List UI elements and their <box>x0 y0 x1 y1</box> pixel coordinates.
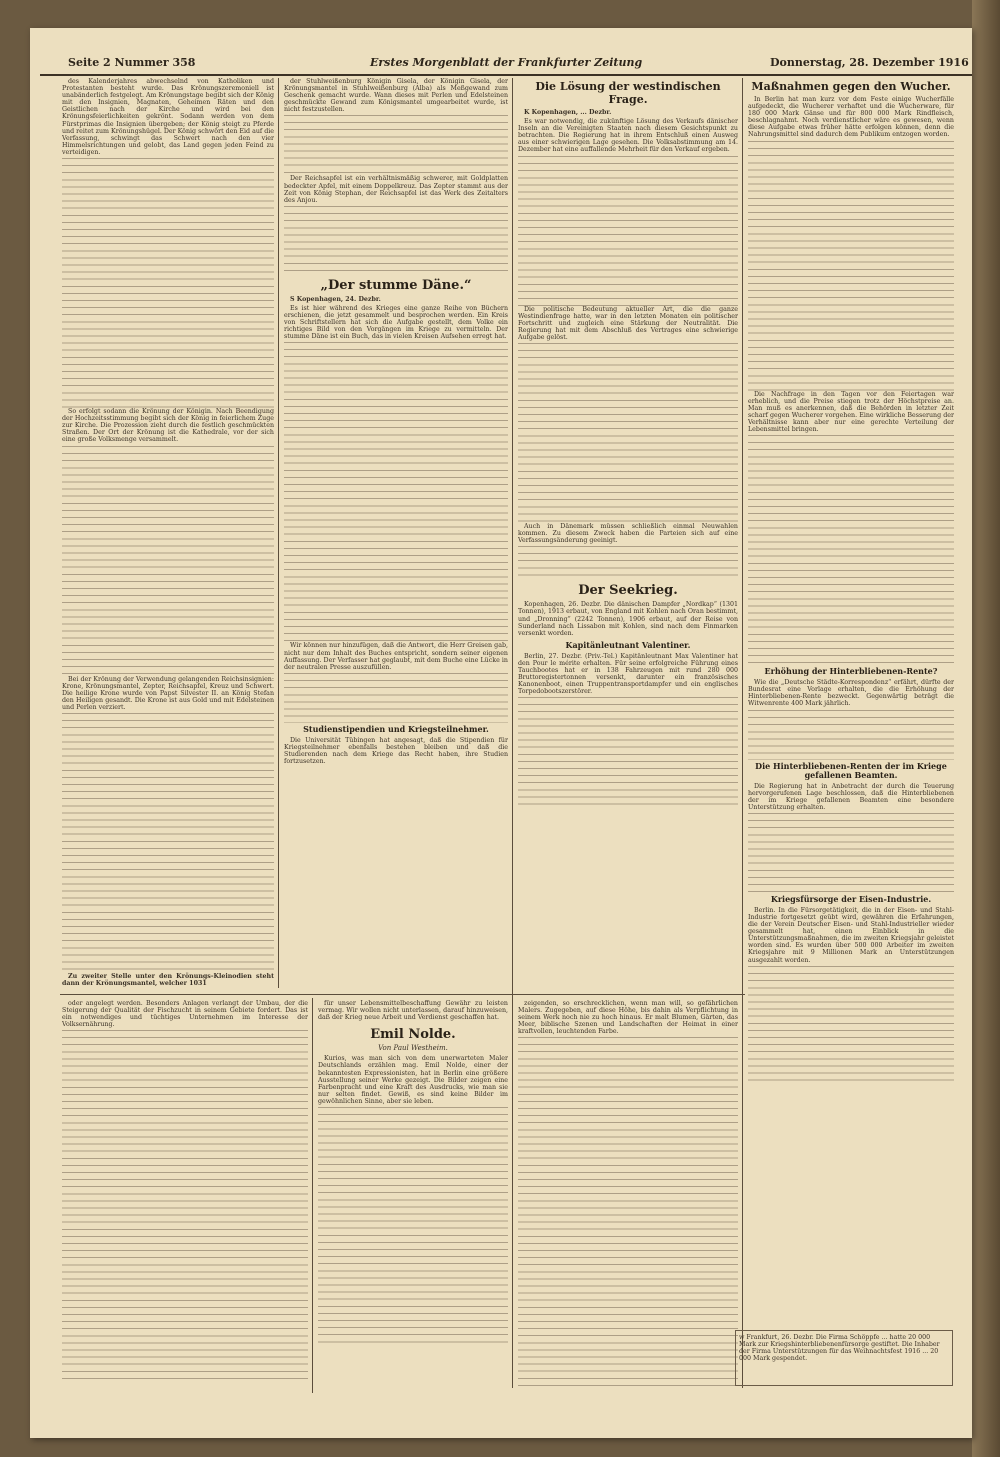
text-lines <box>284 342 508 642</box>
column-4 <box>748 78 954 1326</box>
headline-westindische-frage: Die Lösung der westindischen Frage. <box>535 80 721 106</box>
headline-seekrieg: Der Seekrieg. <box>578 583 678 599</box>
article-text: So erfolgt sodann die Krönung der Königin. Nach Beendigung der Hochzeitsstimmung begibt sich der König in feierlichem Zuge zur Kirche. Die Prozession zieht durch die festlich geschmückten Straßen. Der Ort der Krönung ist die Kathedrale, vor der sich eine große Volksmenge versammelt. <box>62 408 274 444</box>
notice-text: w Frankfurt, 26. Dezbr. Die Firma Schöppfe ... hatte 20 000 Mark zur Kriegshinterbliebenenfürsorge gestiftet. Die Inhaber der Firma Unterstützungen für das Weihnachtsfest 1916 ... 20 000 Mark gespendet. <box>739 1334 940 1363</box>
article-text: des Kalenderjahres abwechselnd von Katholiken und Protestanten besteht wurde. Das Krönungszeremoniell ist unabänderlich festgelegt. Am Krönungstage begibt sich der König mit den Insignien, Magnaten, Geheimen Räten und den Geistlichen nach der Kirche und wird bei den Krönungsfeierlichkeiten gekrönt. Sodann werden von dem Fürstprimas die Insignien übergeben; der König steigt zu Pferde und reitet zum Krönungshügel. Der König schwört den Eid auf die Verfassung, schwingt das Schwert nach den vier Himmelsrichtungen und gelobt, das Land gegen jeden Feind zu verteidigen. <box>62 78 274 156</box>
article-text: zeigenden, so erschrecklichen, wenn man will, so gefährlichen Malers. Zugegeben, auf diese Höhe, bis dahin als Verpflichtung in seinem Werk noch nie zu hoch hinaus. Er malt Blumen, Gärten, das Meer, biblische Szenen und Landschaften der Heimat in einer kraftvollen, leuchtenden Farbe. <box>518 1000 738 1036</box>
text-lines <box>284 673 508 723</box>
section-divider <box>60 994 745 995</box>
subhead-valentiner: Kapitänleutnant Valentiner. <box>565 639 691 650</box>
subhead-hinterbliebenen-rente: Erhöhung der Hinterbliebenen-Rente? <box>764 666 938 677</box>
byline: Von Paul Westheim. <box>378 1044 448 1053</box>
column-rule <box>512 78 513 1388</box>
dateline: S Kopenhagen, 24. Dezbr. <box>290 295 381 303</box>
text-lines <box>518 697 738 807</box>
text-lines <box>748 141 954 391</box>
text-lines <box>748 435 954 665</box>
text-lines <box>62 446 274 676</box>
text-lines <box>518 343 738 523</box>
article-text: Berlin. In die Fürsorgetätigkeit, die in der Eisen- und Stahl-Industrie fortgesetzt geübt wird, gewähren die Erfahrungen, die der Verein Deutscher Eisen- und Stahl-Industrieller wieder gesammelt hat, einen Einblick in die Unterstützungsmaßnahmen, die im zweiten Kriegsjahr geleistet worden sind. Es wurden über 500 000 Arbeiter im zweiten Kriegsjahre mit 9 Millionen Mark an Unterstützungen ausgezahlt worden. <box>748 906 954 964</box>
column-3-bottom <box>518 1000 738 1388</box>
article-text: der Stuhlweißenburg Königin Gisela, der Königin Gisela, der Krönungsmantel in Stuhlweißenburg (Alba) als Meßgewand zum Geschenk gemacht wurde. Wann dieses mit Perlen und Edelsteinen geschmückte Gewand zum Königsmantel umgearbeitet wurde, ist nicht festzustellen. <box>284 78 508 114</box>
article-text: Die politische Bedeutung aktueller Art, die die ganze Westindienfrage hatte, war in den letzten Monaten ein politischer Fortschritt und zugleich eine Stärkung der Neutralität. Die Regierung hat mit dem Abschluß des Vertrages eine schwierige Aufgabe gelöst. <box>518 305 738 341</box>
article-text: Die Nachfrage in den Tagen vor den Feiertagen war erheblich, und die Preise stiegen trotz der Höchstpreise an. Man muß es anerkennen, daß die Behörden in letzter Zeit scharf gegen Wucherer vorgehen. Eine wirkliche Besserung der Verhältnisse kann aber nur eine gerechte Verteilung der Lebensmittel bringen. <box>748 390 954 434</box>
text-lines <box>748 966 954 1086</box>
headline-emil-nolde: Emil Nolde. <box>370 1027 456 1043</box>
column-1-bottom <box>62 1000 308 1388</box>
text-lines <box>284 115 508 175</box>
article-text: Die Universität Tübingen hat angesagt, daß die Stipendien für Kriegsteilnehmer ebenfalls bestehen bleiben und daß die Studierenden nach dem Kriege das Recht haben, ihre Studien fortzusetzen. <box>284 736 508 766</box>
column-rule <box>278 78 279 988</box>
subhead-studienstipendien: Studienstipendien und Kriegsteilnehmer. <box>303 723 489 734</box>
page-number: Seite 2 Nummer 358 <box>68 56 196 69</box>
headline-wucher: Maßnahmen gegen den Wucher. <box>751 80 951 93</box>
text-lines <box>284 206 508 276</box>
article-text: In Berlin hat man kurz vor dem Feste einige Wucherfälle aufgedeckt, die Wucherer verhaftet und die Wucherware, für 180 000 Mark Gänse und für 800 000 Mark Rindfleisch, beschlagnahmt. Noch verdienstlicher wäre es gewesen, wenn diese Aufgabe etwas früher hätte erfolgen können, denn die Nahrungsmittel sind dadurch dem Publikum entzogen worden. <box>748 96 954 139</box>
column-3 <box>518 78 738 990</box>
article-text: Bei der Krönung der Verwendung gelangenden Reichsinsignien: Krone, Krönungsmantel, Zepter, Reichsapfel, Kreuz und Schwert. Die heilige Krone wurde von Papst Silvester II. an König Stefan den Heiligen gesandt. Die Krone ist aus Gold und mit Edelsteinen und Perlen verziert. <box>62 675 274 711</box>
text-lines <box>62 1030 308 1385</box>
article-text: Es ist hier während des Krieges eine ganze Reihe von Büchern erschienen, die jetzt gesammelt und besprochen werden. Ein Kreis von Schriftstellern hat sich die Aufgabe gestellt, dem Volke ein richtiges Bild von den Vorgängen im Kriege zu vermitteln. Der stumme Däne ist ein Buch, das in vielen Kreisen Aufsehen erregt hat. <box>284 304 508 341</box>
article-text: oder angelegt werden. Besonders Anlagen verlangt der Umbau, der die Steigerung der Qualität der Fischzucht in seinem Gebiete fordert. Das ist ein notwendiges und tüchtiges Unternehmen im Interesse der Volksernährung. <box>62 1000 308 1029</box>
text-lines <box>62 713 274 973</box>
article-text: Der Reichsapfel ist ein verhältnismäßig schwerer, mit Goldplatten bedeckter Apfel, mit einem Doppelkreuz. Das Zepter stammt aus der Zeit von König Stephan, der Reichsapfel ist das Werk des Zeitalters des Anjou. <box>284 175 508 204</box>
article-text: für unser Lebensmittelbeschaffung Gewähr zu leisten vermag. Wir wollen nicht unterlassen, darauf hinzuweisen, daß der Krieg neue Arbeit und Verdienst geschaffen hat. <box>318 1000 508 1022</box>
text-lines <box>748 813 954 893</box>
book-spine <box>972 0 1000 1457</box>
column-rule <box>312 998 313 1393</box>
text-lines <box>518 156 738 306</box>
text-lines <box>748 710 954 760</box>
article-text: Wir können nur hinzufügen, daß die Antwort, die Herr Greisen gab, nicht nur dem Inhalt des Buches entspricht, sondern seiner eigenen Auffassung. Der Verfasser hat geglaubt, mit dem Buche eine Lücke in der neutralen Presse auszufüllen. <box>284 642 508 671</box>
subhead-gefallene-beamte: Die Hinterbliebenen-Renten der im Kriege gefallenen Beamten. <box>755 760 947 780</box>
paper-title: Erstes Morgenblatt der Frankfurter Zeitung <box>370 56 643 69</box>
article-text: Die Regierung hat in Anbetracht der durch die Teuerung hervorgerufenen Lage beschlossen, daß die Hinterbliebenen der im Kriege gefallenen Beamten eine besondere Unterstützung erhalten. <box>748 782 954 811</box>
article-text: Berlin, 27. Dezbr. (Priv.-Tel.) Kapitänleutnant Max Valentiner hat den Pour le mérite erhalten. Für seine erfolgreiche Führung eines Tauchbootes hat er in 138 Fahrzeugen mit rund 280 000 Bruttoregistertonnen versenkt, darunter ein französisches Kanonenboot, einen Truppentransportdampfer und ein englisches Torpedobootszerstörer. <box>518 652 738 696</box>
text-lines <box>518 1037 738 1388</box>
column-1 <box>62 78 274 990</box>
headline-stumme-daene: „Der stumme Däne.“ <box>320 277 472 293</box>
text-lines <box>62 158 274 408</box>
text-lines <box>318 1107 508 1347</box>
article-text: Auch in Dänemark müssen schließlich einmal Neuwahlen kommen. Zu diesem Zweck haben die Parteien sich auf eine Verfassungsänderung geeinigt. <box>518 523 738 545</box>
article-text: Kopenhagen, 26. Dezbr. Die dänischen Dampfer „Nordkap“ (1301 Tonnen), 1913 erbaut, von England mit Kohlen nach Oran bestimmt, und „Dronning“ (2242 Tonnen), 1906 erbaut, auf der Reise von Sunderland nach Lissabon mit Kohlen, sind nach dem Finmarken versenkt worden. <box>518 601 738 637</box>
article-text: Wie die „Deutsche Städte-Korrespondenz“ erfährt, dürfte der Bundesrat eine Vorlage erhalten, die die Erhöhung der Hinterbliebenen-Rente bezweckt. Gegenwärtig beträgt die Witwenrente 400 Mark jährlich. <box>748 679 954 708</box>
column-2-bottom <box>318 1000 508 1388</box>
subhead-eisen-industrie: Kriegsfürsorge der Eisen-Industrie. <box>770 893 932 904</box>
masthead <box>40 52 972 76</box>
stamped-notice <box>735 1330 953 1386</box>
column-rule <box>742 78 743 1388</box>
issue-date: Donnerstag, 28. Dezember 1916 <box>770 56 969 69</box>
column-2 <box>284 78 508 990</box>
dateline: K Kopenhagen, ... Dezbr. <box>524 109 612 116</box>
article-text: Es war notwendig, die zukünftige Lösung des Verkaufs dänischer Inseln an die Vereinigten Staaten nach diesem Gesichtspunkt zu betrachten. Die Regierung hat in ihrem Entschluß einen Ausweg aus einer schwierigen Lage gesehen. Die Volksabstimmung am 14. Dezember hat eine auffallende Mehrheit für den Verkauf ergeben. <box>518 118 738 154</box>
article-text: Zu zweiter Stelle unter den Krönungs-Kleinodien steht dann der Krönungsmantel, welcher 1031 <box>62 972 274 988</box>
article-text: Kurios, was man sich von dem unerwarteten Maler Deutschlands erzählen mag. Emil Nolde, einer der bekanntesten Expressionisten, hat in Berlin eine größere Ausstellung seiner Werke gezeigt. Die Bilder zeigen eine Farbenpracht und eine Kraft des Ausdrucks, wie man sie nur selten findet. Gewiß, es sind keine Bilder im gewöhnlichen Sinne, aber sie leben. <box>318 1055 508 1105</box>
text-lines <box>518 546 738 581</box>
